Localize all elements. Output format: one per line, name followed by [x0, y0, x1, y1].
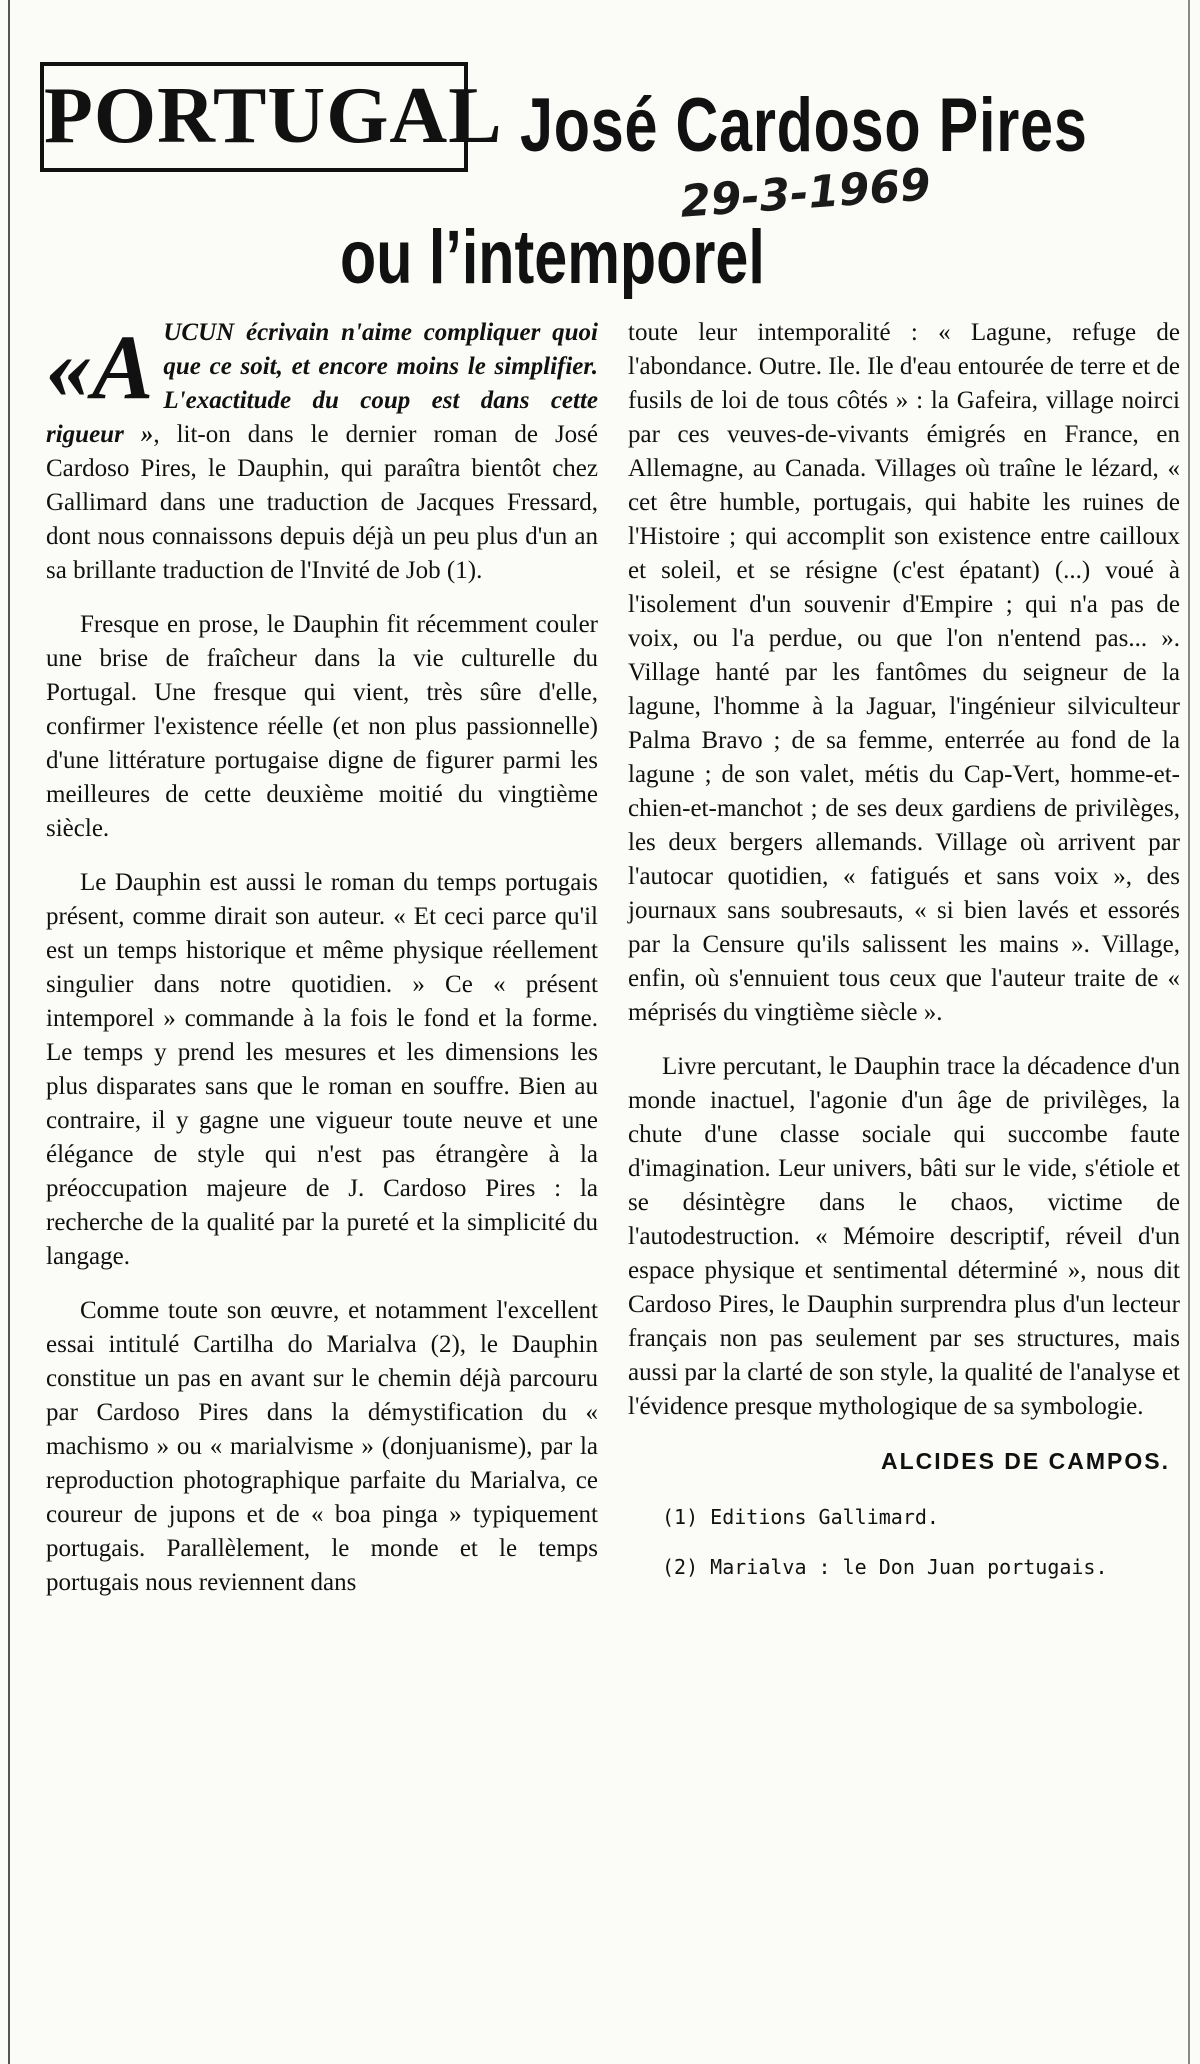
footnotes [628, 1502, 1180, 1582]
paragraph-4: Comme toute son œuvre, et notamment l'excellent essai intitulé Cartilha do Marialva (2), le Dauphin constitue un pas en avant sur le chemin déjà parcouru par Cardoso Pires dans la démystification du « machismo » ou « marialvisme » (donjuanisme), par la reproduction photographique parfaite du Marialva, ce coureur de jupons et de « boa pinga » typiquement portugais. Parallèlement, le monde et le temps portugais nous reviennent dans [46, 1297, 598, 1596]
paragraph-1 [46, 316, 598, 588]
paragraph-2: Fresque en prose, le Dauphin fit récemment couler une brise de fraîcheur dans la vie culturelle du Portugal. Une fresque qui vient, très sûre d'elle, confirmer l'existence réelle (et non plus passionnelle) d'une littérature portugaise digne de figurer parmi les meilleures de cette deuxième moitié du vingtième siècle. [46, 611, 598, 842]
dropcap: «A [46, 316, 154, 418]
headline-line-2: ou l’intemporel [340, 215, 765, 300]
right-column [628, 316, 1180, 1602]
paragraph-3: Le Dauphin est aussi le roman du temps portugais présent, comme dirait son auteur. « Et ceci parce qu'il est un temps historique et même physique réellement singulier dans notre quotidien. » Ce « présent intemporel » commande à la fois le fond et la forme. Le temps y prend les mesures et les dimensions les plus disparates sans que le roman en souffre. Bien au contraire, il y gagne une vigueur toute neuve et une élégance de style qui n'est pas étrangère à la préoccupation majeure de J. Cardoso Pires : la recherche de la qualité par la pureté et la simplicité du langage. [46, 869, 598, 1270]
left-column [46, 316, 598, 1620]
footnote-2: (2) Marialva : le Don Juan portugais. [662, 1555, 1108, 1579]
paragraph-5: toute leur intemporalité : « Lagune, refuge de l'abondance. Outre. Ile. Ile d'eau entourée de terre et de fusils de loi de tous côtés » : la Gafeira, village noirci par ces veuves-de-vivants émigrés en France, en Allemagne, au Canada. Villages où traîne le lézard, « cet être humble, portugais, qui habite les ruines de l'Histoire ; qui accomplit son existence entre cailloux et soleil, et se résigne (c'est épatant) (...) voué à l'isolement d'un souvenir d'Empire ; qui n'a pas de voix, ou l'a perdue, ou que l'on n'entend pas... ». Village hanté par les fantômes du seigneur de la lagune, l'homme à la Jaguar, l'ingénieur silviculteur Palma Bravo ; de sa femme, enterrée au fond de la lagune ; de son valet, métis du Cap-Vert, homme-et-chien-et-manchot ; de ses deux gardiens de privilèges, les deux bergers allemands. Village où arrivent par l'autocar quotidien, « fatigués et sans voix », des journaux sans soubresauts, « si bien lavés et essorés par la Censure qu'ils salissent les mains ». Village, enfin, où s'ennuient tous ceux que l'auteur traite de « méprisés du vingtième siècle ». [628, 319, 1180, 1026]
paragraph-6: Livre percutant, le Dauphin trace la décadence d'un monde inactuel, l'agonie d'un âge de privilèges, la chute d'une classe sociale qui succombe faute d'imagination. Leur univers, bâti sur le vide, s'étiole et se désintègre dans le chaos, victime de l'autodestruction. « Mémoire descriptif, réveil d'un espace physique et sentimental déterminé », nous dit Cardoso Pires, le Dauphin surprendra plus d'un lecteur français non pas seulement par ses structures, mais aussi par la clarté de son style, la qualité de l'analyse et l'évidence presque mythologique de sa symbologie. [628, 1053, 1180, 1420]
author-signature: ALCIDES DE CAMPOS. [880, 1448, 1170, 1474]
footnote-1: (1) Editions Gallimard. [662, 1505, 939, 1529]
section-kicker: PORTUGAL [40, 62, 468, 172]
handwritten-date: 29-3-1969 [678, 159, 933, 228]
lead-in-quote: UCUN écrivain n'aime compliquer quoi que ce soit, et encore moins le simplifier. L'exactitude du coup est dans cette rigueur » [46, 319, 598, 448]
paragraph-1-rest: , lit-on dans le dernier roman de José Cardoso Pires, le Dauphin, qui paraîtra bientôt chez Gallimard dans une traduction de Jacques Fressard, dont nous connaissons depuis déjà un peu plus d'un an sa brillante traduction de l'Invité de Job (1). [46, 421, 598, 584]
headline-line-1: José Cardoso Pires [520, 83, 1088, 168]
